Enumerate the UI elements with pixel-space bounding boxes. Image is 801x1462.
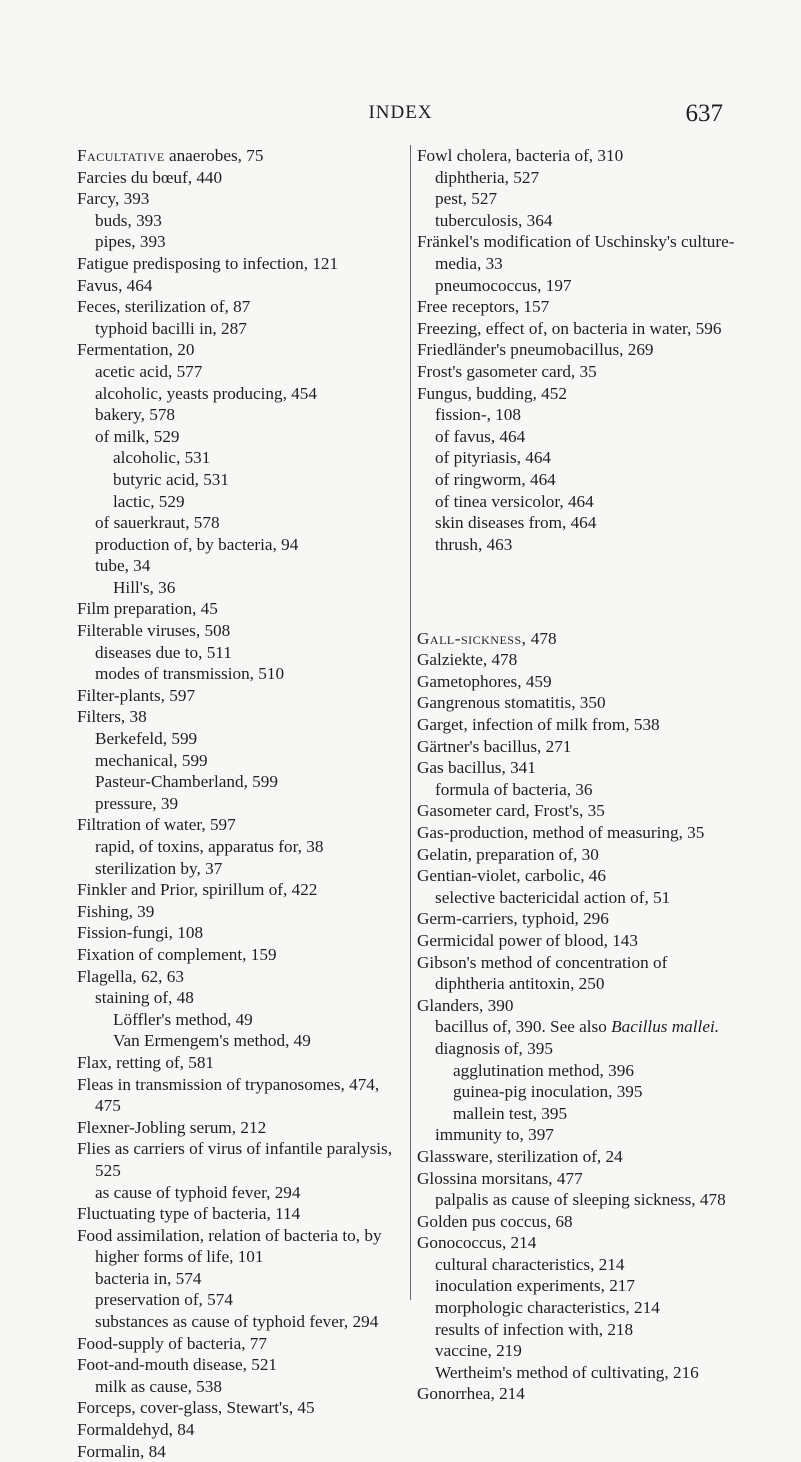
index-entry: Freezing, effect of, on bacteria in water, 596 xyxy=(417,318,722,338)
index-entry: morphologic characteristics, 214 xyxy=(435,1298,660,1318)
index-entry: Fatigue predisposing to infection, 121 xyxy=(77,253,339,273)
index-entry: sterilization by, 37 xyxy=(95,858,223,878)
index-entry: inoculation experiments, 217 xyxy=(435,1276,635,1296)
index-entry: selective bactericidal action of, 51 xyxy=(435,887,671,907)
index-entry: Golden pus coccus, 68 xyxy=(417,1211,573,1231)
index-entry: Foot-and-mouth disease, 521 xyxy=(77,1355,278,1375)
index-entry: Germ-carriers, typhoid, 296 xyxy=(417,909,609,929)
index-entry: Food-supply of bacteria, 77 xyxy=(77,1333,267,1353)
index-entry: Hill's, 36 xyxy=(113,577,176,597)
index-entry: Gonococcus, 214 xyxy=(417,1233,537,1253)
index-entry: Frost's gasometer card, 35 xyxy=(417,361,597,381)
index-entry: Favus, 464 xyxy=(77,275,153,295)
index-entry: Formalin, 84 xyxy=(77,1441,166,1461)
index-entry: guinea-pig inoculation, 395 xyxy=(453,1082,643,1102)
index-entry: Gametophores, 459 xyxy=(417,671,552,691)
index-entry: Van Ermengem's method, 49 xyxy=(113,1031,311,1051)
index-entry: Filters, 38 xyxy=(77,707,147,727)
index-entry: Gärtner's bacillus, 271 xyxy=(417,736,572,756)
index-entry: buds, 393 xyxy=(95,210,162,230)
index-entry: Fleas in transmission of trypanosomes, 474, 475 xyxy=(77,1074,380,1116)
index-entry: as cause of typhoid fever, 294 xyxy=(95,1182,301,1202)
index-entry: Gangrenous stomatitis, 350 xyxy=(417,693,606,713)
index-entry: modes of transmission, 510 xyxy=(95,664,285,684)
index-entry: Gasometer card, Frost's, 35 xyxy=(417,801,605,821)
index-entry: Formaldehyd, 84 xyxy=(77,1420,195,1440)
index-entry: Flagella, 62, 63 xyxy=(77,966,184,986)
index-entry: agglutination method, 396 xyxy=(453,1060,634,1080)
index-column-left xyxy=(77,145,395,1462)
index-entry: alcoholic, yeasts producing, 454 xyxy=(95,383,317,403)
index-entry: Filter-plants, 597 xyxy=(77,685,196,705)
index-entry: pest, 527 xyxy=(435,189,498,209)
index-entry: diphtheria, 527 xyxy=(435,167,540,187)
index-entry: tuberculosis, 364 xyxy=(435,210,553,230)
index-entry: Gonorrhea, 214 xyxy=(417,1384,525,1404)
index-entry: staining of, 48 xyxy=(95,988,194,1008)
index-entry: vaccine, 219 xyxy=(435,1341,522,1361)
index-entry: fission-, 108 xyxy=(435,405,521,425)
index-entry: Film preparation, 45 xyxy=(77,599,218,619)
index-entry: thrush, 463 xyxy=(435,534,513,554)
page-title: INDEX xyxy=(368,102,433,123)
index-entry: preservation of, 574 xyxy=(95,1290,233,1310)
index-entry: of tinea versicolor, 464 xyxy=(435,491,594,511)
index-entry: Forceps, cover-glass, Stewart's, 45 xyxy=(77,1398,315,1418)
index-entry: Gentian-violet, carbolic, 46 xyxy=(417,866,606,886)
index-entry: Garget, infection of milk from, 538 xyxy=(417,715,660,735)
index-entry: of favus, 464 xyxy=(435,426,526,446)
index-entry: bacillus of, 390. See also Bacillus mallei. xyxy=(435,1017,720,1037)
page-header xyxy=(0,100,801,128)
index-entry: Filtration of water, 597 xyxy=(77,815,236,835)
index-entry: typhoid bacilli in, 287 xyxy=(95,318,247,338)
index-entry: Finkler and Prior, spirillum of, 422 xyxy=(77,880,318,900)
index-entry: Berkefeld, 599 xyxy=(95,729,198,749)
index-entry: immunity to, 397 xyxy=(435,1125,554,1145)
index-entry: Gibson's method of concentration of diphtheria antitoxin, 250 xyxy=(417,952,668,994)
index-entry: Löffler's method, 49 xyxy=(113,1009,253,1029)
index-entry: bakery, 578 xyxy=(95,405,176,425)
index-entry: results of infection with, 218 xyxy=(435,1319,634,1339)
index-entry: of sauerkraut, 578 xyxy=(95,513,220,533)
index-entry: Fishing, 39 xyxy=(77,901,155,921)
index-entry: Galziekte, 478 xyxy=(417,650,518,670)
index-entry: Gas-production, method of measuring, 35 xyxy=(417,823,705,842)
index-entry: bacteria in, 574 xyxy=(95,1268,202,1288)
index-entry: Glossina morsitans, 477 xyxy=(417,1168,583,1188)
index-entry: production of, by bacteria, 94 xyxy=(95,534,299,554)
index-entry: tube, 34 xyxy=(95,556,151,576)
index-entry: Fowl cholera, bacteria of, 310 xyxy=(417,146,624,165)
index-entry: Gelatin, preparation of, 30 xyxy=(417,844,599,864)
index-entry: Wertheim's method of cultivating, 216 xyxy=(435,1362,699,1382)
index-entry: substances as cause of typhoid fever, 294 xyxy=(95,1312,379,1332)
index-entry: milk as cause, 538 xyxy=(95,1376,222,1396)
index-entry: rapid, of toxins, apparatus for, 38 xyxy=(95,837,324,856)
index-entry: alcoholic, 531 xyxy=(113,448,211,468)
index-entry: formula of bacteria, 36 xyxy=(435,779,593,799)
index-entry: Filterable viruses, 508 xyxy=(77,621,231,641)
index-entry: pneumococcus, 197 xyxy=(435,275,572,295)
index-entry: Fungus, budding, 452 xyxy=(417,383,567,403)
index-entry: mallein test, 395 xyxy=(453,1103,568,1123)
index-column-right xyxy=(410,145,737,1404)
index-entry: lactic, 529 xyxy=(113,491,185,511)
section-gap xyxy=(417,572,737,610)
index-entry: Gall-sickness, 478 xyxy=(417,628,557,648)
index-entry: Flexner-Jobling serum, 212 xyxy=(77,1117,267,1137)
index-entry: Pasteur-Chamberland, 599 xyxy=(95,772,278,792)
index-entry: Feces, sterilization of, 87 xyxy=(77,297,251,317)
index-entry: Food assimilation, relation of bacteria to, by higher forms of life, 101 xyxy=(77,1225,382,1267)
index-entry: acetic acid, 577 xyxy=(95,361,203,381)
index-entry: Glassware, sterilization of, 24 xyxy=(417,1146,623,1166)
index-entry: Gas bacillus, 341 xyxy=(417,758,536,778)
index-entry: Farcy, 393 xyxy=(77,189,150,209)
index-entry: skin diseases from, 464 xyxy=(435,513,597,533)
index-entry: Facultative anaerobes, 75 xyxy=(77,146,264,165)
index-entry: Flies as carriers of virus of infantile paralysis, 525 xyxy=(77,1139,393,1180)
index-entry: Farcies du bœuf, 440 xyxy=(77,167,223,187)
index-entry: of milk, 529 xyxy=(95,426,180,446)
index-entry: pressure, 39 xyxy=(95,793,179,813)
index-entry: cultural characteristics, 214 xyxy=(435,1254,625,1274)
index-entry: Fermentation, 20 xyxy=(77,340,195,360)
index-entry: Flax, retting of, 581 xyxy=(77,1052,215,1072)
index-entry: Fluctuating type of bacteria, 114 xyxy=(77,1204,301,1224)
index-entry: diseases due to, 511 xyxy=(95,642,232,662)
index-entry: Free receptors, 157 xyxy=(417,297,550,317)
index-entry: Fixation of complement, 159 xyxy=(77,944,277,964)
index-entry: Fission-fungi, 108 xyxy=(77,923,204,943)
index-entry: diagnosis of, 395 xyxy=(435,1038,553,1058)
index-entry: palpalis as cause of sleeping sickness, 478 xyxy=(435,1190,726,1210)
index-entry: of ringworm, 464 xyxy=(435,469,556,489)
index-entry: pipes, 393 xyxy=(95,232,166,252)
index-entry: butyric acid, 531 xyxy=(113,469,229,489)
index-entry: Fränkel's modification of Uschinsky's culture-media, 33 xyxy=(417,232,735,273)
index-entry: Glanders, 390 xyxy=(417,995,514,1015)
index-entry: of pityriasis, 464 xyxy=(435,448,552,468)
page-number: 637 xyxy=(685,100,723,127)
index-entry: mechanical, 599 xyxy=(95,750,208,770)
index-entry: Germicidal power of blood, 143 xyxy=(417,930,638,950)
index-entry: Friedländer's pneumobacillus, 269 xyxy=(417,340,654,360)
